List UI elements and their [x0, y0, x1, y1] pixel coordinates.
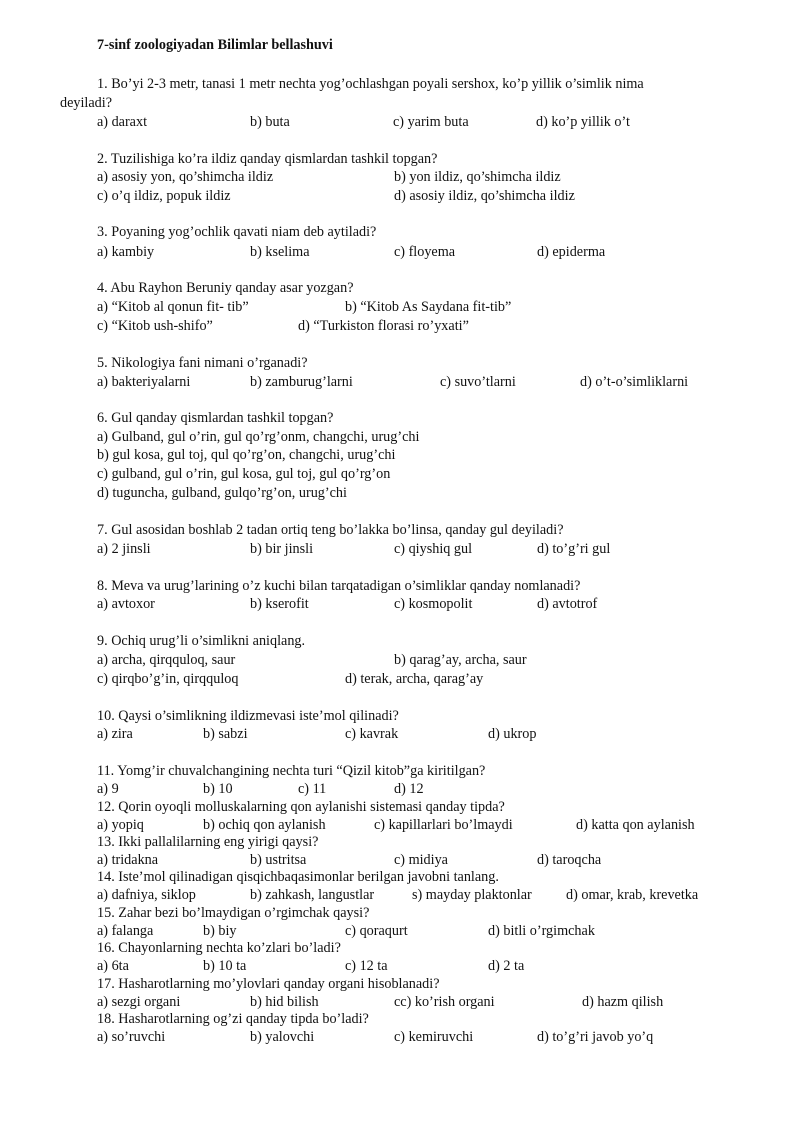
answer-option: c) yarim buta	[393, 114, 469, 130]
question-text: 2. Tuzilishiga ko’ra ildiz qanday qismlardan tashkil topgan?	[97, 151, 438, 167]
answer-option: b) biy	[203, 923, 237, 939]
question-text: deyiladi?	[60, 95, 112, 111]
answer-option: c) midiya	[394, 852, 448, 868]
answer-option: c) floyema	[394, 244, 456, 260]
answer-option: d) taroqcha	[537, 852, 602, 868]
answer-option: c) kapillarlari bo’lmaydi	[374, 817, 513, 833]
answer-option: b) ustritsa	[250, 852, 307, 868]
question-text: 7. Gul asosidan boshlab 2 tadan ortiq teng bo’lakka bo’linsa, qanday gul deyiladi?	[97, 522, 564, 538]
answer-option: a) yopiq	[97, 817, 144, 833]
answer-option: d) terak, archa, qarag’ay	[345, 671, 484, 687]
answer-option: a) zira	[97, 726, 133, 742]
answer-option: a) tridakna	[97, 852, 159, 868]
answer-option: d) bitli o’rgimchak	[488, 923, 595, 939]
answer-option: b) yon ildiz, qo’shimcha ildiz	[394, 169, 561, 185]
question-text: 5. Nikologiya fani nimani o’rganadi?	[97, 355, 308, 371]
answer-option: b) kselima	[250, 244, 310, 260]
answer-option: b) ochiq qon aylanish	[203, 817, 326, 833]
question-text: 9. Ochiq urug’li o’simlikni aniqlang.	[97, 633, 306, 649]
answer-option: a) falanga	[97, 923, 154, 939]
question-text: 14. Iste’mol qilinadigan qisqichbaqasimonlar berilgan javobni tanlang.	[97, 869, 499, 885]
answer-option: b) hid bilish	[250, 994, 319, 1010]
question-text: 13. Ikki pallalilarning eng yirigi qaysi?	[97, 834, 319, 850]
answer-option: d) ko’p yillik o’t	[536, 114, 630, 130]
answer-option: cc) ko’rish organi	[394, 994, 495, 1010]
question-text: 11. Yomg’ir chuvalchangining nechta turi “Qizil kitob”ga kiritilgan?	[97, 763, 486, 779]
answer-option: c) “Kitob ush-shifo”	[97, 318, 213, 334]
answer-option: a) 6ta	[97, 958, 129, 974]
answer-option: d) epiderma	[537, 244, 606, 260]
answer-option: c) qirqbo’g’in, qirqquloq	[97, 671, 239, 687]
question-text: 18. Hasharotlarning og’zi qanday tipda bo’ladi?	[97, 1011, 369, 1027]
answer-option: b) zamburug’larni	[250, 374, 353, 390]
answer-option: b) 10 ta	[203, 958, 247, 974]
document-title: 7-sinf zoologiyadan Bilimlar bellashuvi	[97, 37, 333, 53]
question-text: 16. Chayonlarning nechta ko’zlari bo’ladi?	[97, 940, 341, 956]
answer-option: b) yalovchi	[250, 1029, 315, 1045]
answer-option: d) ukrop	[488, 726, 537, 742]
answer-option: c) o’q ildiz, popuk ildiz	[97, 188, 231, 204]
answer-option: c) kosmopolit	[394, 596, 473, 612]
answer-option: d) 12	[394, 781, 424, 797]
question-text: 8. Meva va urug’larining o’z kuchi bilan tarqatadigan o’simliklar qanday nomlanadi?	[97, 578, 581, 594]
answer-option: d) to’g’ri gul	[537, 541, 611, 557]
answer-option: d) “Turkiston florasi ro’yxati”	[298, 318, 469, 334]
answer-option: a) “Kitob al qonun fit- tib”	[97, 299, 249, 315]
question-text: 4. Abu Rayhon Beruniy qanday asar yozgan?	[97, 280, 354, 296]
question-text: 1. Bo’yi 2-3 metr, tanasi 1 metr nechta yog’ochlashgan poyali sershox, ko’p yillik o’simlik nima	[97, 76, 644, 92]
answer-option: d) to’g’ri javob yo’q	[537, 1029, 654, 1045]
answer-option: s) mayday plaktonlar	[412, 887, 532, 903]
question-text: 15. Zahar bezi bo’lmaydigan o’rgimchak qaysi?	[97, 905, 370, 921]
answer-option: b) bir jinsli	[250, 541, 314, 557]
question-text: 12. Qorin oyoqli molluskalarning qon aylanishi sistemasi qanday tipda?	[97, 799, 505, 815]
answer-option: a) avtoxor	[97, 596, 155, 612]
answer-option: c) qoraqurt	[345, 923, 408, 939]
answer-option: b) zahkash, langustlar	[250, 887, 375, 903]
answer-option: a) 2 jinsli	[97, 541, 151, 557]
question-text: 3. Poyaning yog’ochlik qavati niam deb aytiladi?	[97, 224, 377, 240]
answer-option: a) 9	[97, 781, 119, 797]
answer-option: d) asosiy ildiz, qo’shimcha ildiz	[394, 188, 575, 204]
answer-option: a) bakteriyalarni	[97, 374, 191, 390]
answer-option: a) archa, qirqquloq, saur	[97, 652, 236, 668]
question-text: 6. Gul qanday qismlardan tashkil topgan?	[97, 410, 334, 426]
answer-option: c) suvo’tlarni	[440, 374, 516, 390]
answer-option: d) hazm qilish	[582, 994, 664, 1010]
answer-option: d) omar, krab, krevetka	[566, 887, 699, 903]
answer-option: c) 11	[298, 781, 327, 797]
answer-option: b) 10	[203, 781, 233, 797]
answer-option: d) 2 ta	[488, 958, 525, 974]
answer-option: a) dafniya, siklop	[97, 887, 196, 903]
answer-option: b) sabzi	[203, 726, 248, 742]
answer-option: a) kambiy	[97, 244, 155, 260]
answer-option: a) asosiy yon, qo’shimcha ildiz	[97, 169, 274, 185]
answer-option: d) avtotrof	[537, 596, 598, 612]
answer-option: d) o’t-o’simliklarni	[580, 374, 689, 390]
answer-option: b) “Kitob As Saydana fit-tib”	[345, 299, 512, 315]
answer-option: a) daraxt	[97, 114, 148, 130]
answer-option: c) gulband, gul o’rin, gul kosa, gul toj, gul qo’rg’on	[97, 466, 391, 482]
question-text: 17. Hasharotlarning mo’ylovlari qanday organi hisoblanadi?	[97, 976, 440, 992]
answer-option: c) qiyshiq gul	[394, 541, 473, 557]
answer-option: a) sezgi organi	[97, 994, 181, 1010]
answer-option: c) kavrak	[345, 726, 399, 742]
answer-option: b) qarag’ay, archa, saur	[394, 652, 527, 668]
answer-option: d) katta qon aylanish	[576, 817, 695, 833]
answer-option: d) tuguncha, gulband, gulqo’rg’on, urug’chi	[97, 485, 347, 501]
answer-option: a) so’ruvchi	[97, 1029, 166, 1045]
answer-option: c) kemiruvchi	[394, 1029, 474, 1045]
question-text: 10. Qaysi o’simlikning ildizmevasi iste’mol qilinadi?	[97, 708, 399, 724]
answer-option: b) buta	[250, 114, 290, 130]
answer-option: b) gul kosa, gul toj, qul qo’rg’on, changchi, urug’chi	[97, 447, 396, 463]
answer-option: a) Gulband, gul o’rin, gul qo’rg’onm, changchi, urug’chi	[97, 429, 420, 445]
answer-option: c) 12 ta	[345, 958, 388, 974]
answer-option: b) kserofit	[250, 596, 309, 612]
